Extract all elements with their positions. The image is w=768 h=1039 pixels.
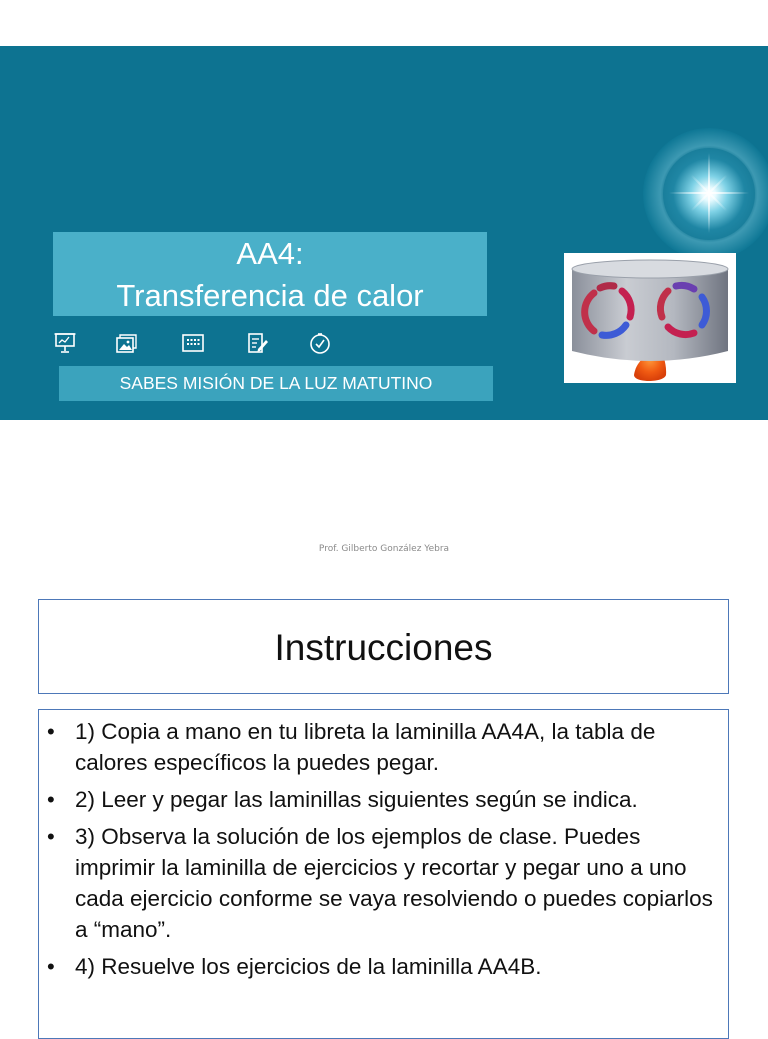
instruction-text: 1) Copia a mano en tu libreta la laminilla AA4A, la tabla de calores específicos la puedes pegar. xyxy=(75,719,656,775)
heated-container-image xyxy=(564,253,736,383)
instructions-title-box xyxy=(38,599,729,694)
bullet-icon: • xyxy=(47,787,55,812)
instructions-list xyxy=(43,716,723,988)
bullet-icon: • xyxy=(47,824,55,849)
convection-illustration xyxy=(564,253,736,383)
presentation-icon xyxy=(53,331,77,355)
title-topic: Transferencia de calor xyxy=(116,278,424,313)
title-code: AA4: xyxy=(236,236,304,271)
bullet-icon: • xyxy=(47,719,55,744)
list-item xyxy=(43,716,723,778)
instruction-text: 3) Observa la solución de los ejemplos de clase. Puedes imprimir la laminilla de ejercicios y recortar y pegar uno a uno cada ejercicio conforme se vaya resolviendo o puedes copiarlos a “mano”. xyxy=(75,824,713,942)
instructions-body xyxy=(38,709,729,1039)
school-name: SABES MISIÓN DE LA LUZ MATUTINO xyxy=(119,373,433,393)
list-item xyxy=(43,784,723,815)
title-box xyxy=(53,232,487,316)
title-slide xyxy=(0,46,768,420)
instruction-text: 4) Resuelve los ejercicios de la laminilla AA4B. xyxy=(75,954,542,979)
calendar-grid-icon xyxy=(181,331,205,355)
school-name-box xyxy=(59,366,493,401)
list-item xyxy=(43,951,723,982)
bullet-icon: • xyxy=(47,954,55,979)
instructions-title: Instrucciones xyxy=(274,627,493,668)
photo-album-icon xyxy=(115,331,139,355)
list-item xyxy=(43,821,723,945)
instruction-text: 2) Leer y pegar las laminillas siguientes según se indica. xyxy=(75,787,638,812)
author-credit: Prof. Gilberto González Yebra xyxy=(318,544,450,554)
clock-icon xyxy=(308,331,332,355)
notepad-edit-icon xyxy=(245,331,269,355)
